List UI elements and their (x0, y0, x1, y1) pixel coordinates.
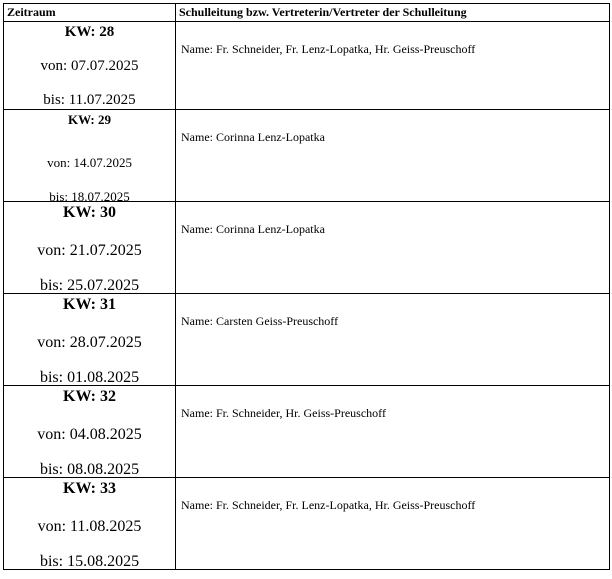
date-from (4, 426, 175, 444)
to-label: bis: (39, 461, 64, 478)
to-label: bis: (39, 553, 64, 570)
kw-number: 28 (99, 24, 115, 40)
from-date: 11.08.2025 (70, 518, 142, 535)
calendar-week (4, 296, 175, 314)
calendar-week (4, 480, 175, 498)
leadership-names: Corinna Lenz-Lopatka (216, 222, 325, 236)
to-date: 15.08.2025 (67, 553, 140, 570)
kw-label: KW: (63, 480, 96, 497)
leadership-names: Fr. Schneider, Hr. Geiss-Preuschoff (216, 406, 386, 420)
from-label: von: (37, 426, 66, 443)
leadership-names: Corinna Lenz-Lopatka (216, 130, 325, 144)
kw-number: 30 (99, 204, 116, 221)
calendar-week (4, 112, 175, 128)
leadership-schedule-table (3, 3, 610, 570)
to-label: bis: (43, 92, 65, 108)
name-label: Name: (181, 406, 213, 420)
date-from (4, 242, 175, 260)
period-cell (4, 202, 176, 294)
date-to (4, 277, 175, 295)
table-row (4, 386, 610, 478)
leadership-cell (176, 386, 610, 478)
leadership-cell (176, 294, 610, 386)
table-row (4, 294, 610, 386)
kw-number: 32 (99, 388, 116, 405)
to-label: bis: (39, 277, 64, 294)
date-from (4, 518, 175, 536)
leadership-cell (176, 478, 610, 570)
to-date: 08.08.2025 (67, 461, 140, 478)
from-date: 28.07.2025 (69, 334, 142, 351)
from-date: 21.07.2025 (69, 242, 142, 259)
from-label: von: (37, 334, 66, 351)
leadership-names: Carsten Geiss-Preuschoff (216, 314, 339, 328)
kw-label: KW: (63, 204, 96, 221)
table-row (4, 110, 610, 202)
calendar-week (4, 388, 175, 406)
from-label: von: (37, 518, 67, 535)
from-date: 07.07.2025 (70, 58, 139, 74)
from-date: 04.08.2025 (69, 426, 142, 443)
to-label: bis: (49, 189, 69, 204)
kw-label: KW: (68, 112, 95, 127)
date-from (4, 58, 175, 75)
to-date: 01.08.2025 (67, 369, 140, 386)
from-date: 14.07.2025 (73, 155, 132, 170)
kw-label: KW: (63, 296, 96, 313)
date-from (4, 334, 175, 352)
header-leadership: Schulleitung bzw. Vertreterin/Vertreter der Schulleitung (176, 4, 610, 22)
kw-number: 33 (99, 480, 116, 497)
calendar-week (4, 204, 175, 222)
date-to (4, 92, 175, 109)
kw-label: KW: (64, 24, 96, 40)
table-row (4, 478, 610, 570)
name-label: Name: (181, 222, 213, 236)
leadership-cell (176, 22, 610, 110)
leadership-cell (176, 202, 610, 294)
to-date: 11.07.2025 (68, 92, 136, 108)
period-cell (4, 294, 176, 386)
header-period: Zeitraum (4, 4, 176, 22)
period-cell (4, 386, 176, 478)
period-cell (4, 110, 176, 202)
leadership-cell (176, 110, 610, 202)
kw-label: KW: (63, 388, 96, 405)
calendar-week (4, 24, 175, 41)
table-row (4, 22, 610, 110)
from-label: von: (47, 155, 71, 170)
date-to (4, 553, 175, 571)
name-label: Name: (181, 42, 213, 56)
to-date: 25.07.2025 (67, 277, 140, 294)
leadership-names: Fr. Schneider, Fr. Lenz-Lopatka, Hr. Geiss-Preuschoff (216, 42, 476, 56)
table-row (4, 202, 610, 294)
name-label: Name: (181, 314, 213, 328)
date-to (4, 461, 175, 479)
to-date: 18.07.2025 (71, 189, 130, 204)
date-to (4, 369, 175, 387)
kw-number: 29 (97, 112, 111, 127)
from-label: von: (40, 58, 68, 74)
name-label: Name: (181, 130, 213, 144)
period-cell (4, 22, 176, 110)
date-from (4, 155, 175, 171)
kw-number: 31 (99, 296, 116, 313)
to-label: bis: (39, 369, 64, 386)
from-label: von: (37, 242, 66, 259)
table-header-row (4, 4, 610, 22)
name-label: Name: (181, 498, 213, 512)
period-cell (4, 478, 176, 570)
leadership-names: Fr. Schneider, Fr. Lenz-Lopatka, Hr. Geiss-Preuschoff (216, 498, 476, 512)
